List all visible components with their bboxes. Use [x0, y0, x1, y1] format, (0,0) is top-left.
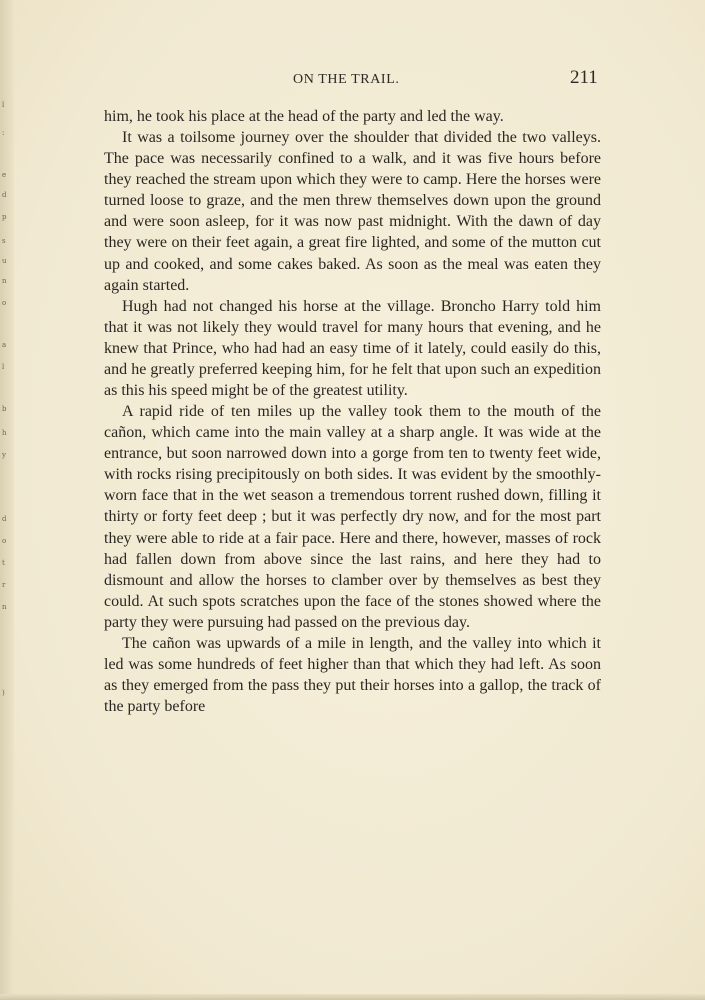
- bleed-through-gutter: [0, 0, 14, 1000]
- paragraph: The cañon was upwards of a mile in length, and the valley into which it led was some hundreds of feet higher than that which they had left. As soon as they emerged from the pass they put their horses into a gallop, the track of the party before: [104, 634, 601, 716]
- gutter-mark: a: [2, 341, 7, 349]
- gutter-mark: s: [2, 237, 6, 245]
- gutter-mark: :: [2, 129, 5, 137]
- gutter-mark: t: [2, 559, 5, 567]
- gutter-mark: u: [2, 257, 7, 265]
- page-bottom-edge: [0, 994, 705, 1000]
- gutter-mark: b: [2, 405, 7, 413]
- gutter-mark: n: [2, 277, 7, 285]
- gutter-mark: ): [2, 689, 5, 697]
- gutter-mark: p: [2, 213, 7, 221]
- gutter-mark: o: [2, 537, 7, 545]
- page-number: 211: [570, 67, 598, 88]
- gutter-mark: l: [2, 101, 5, 109]
- gutter-mark: o: [2, 299, 7, 307]
- running-title: ON THE TRAIL.: [293, 72, 400, 87]
- gutter-mark: h: [2, 429, 7, 437]
- gutter-mark: d: [2, 191, 7, 199]
- paragraph: him, he took his place at the head of the party and led the way.: [104, 108, 504, 125]
- gutter-mark: r: [2, 581, 6, 589]
- paragraph: Hugh had not changed his horse at the village. Broncho Harry told him that it was not likely they would travel for many hours that evening, and he knew that Prince, who had had an easy time of it lately, could easily do this, and he greatly preferred keeping him, for he felt that upon such an expedition as this his speed might be of the greatest utility.: [104, 297, 601, 400]
- body-text: [104, 106, 601, 717]
- gutter-mark: d: [2, 515, 7, 523]
- gutter-mark: y: [2, 451, 6, 459]
- paragraph: It was a toilsome journey over the shoulder that divided the two valleys. The pace was necessarily confined to a walk, and it was five hours before they reached the stream upon which they were to camp. Here the horses were turned loose to graze, and the men threw themselves down upon the ground and were soon asleep, for it was now past midnight. With the dawn of day they were on their feet again, a great fire lighted, and some of the mutton cut up and cooked, and some cakes baked. As soon as the meal was eaten they again started.: [104, 129, 601, 294]
- gutter-mark: l: [2, 363, 5, 371]
- gutter-mark: n: [2, 603, 7, 611]
- gutter-mark: e: [2, 171, 7, 179]
- paragraph: A rapid ride of ten miles up the valley took them to the mouth of the cañon, which came into the main valley at a sharp angle. It was wide at the entrance, but soon narrowed down into a gorge from ten to twenty feet wide, with rocks rising precipitously on both sides. It was evident by the smoothly-worn face that in the wet season a tremendous torrent rushed down, filling it thirty or forty feet deep ; but it was perfectly dry now, and for the most part they were able to ride at a fair pace. Here and there, however, masses of rock had fallen down from above since the last rains, and here they had to dismount and allow the horses to clamber over by themselves as best they could. At such spots scratches upon the face of the stones showed where the party they were pursuing had passed on the previous day.: [104, 403, 601, 631]
